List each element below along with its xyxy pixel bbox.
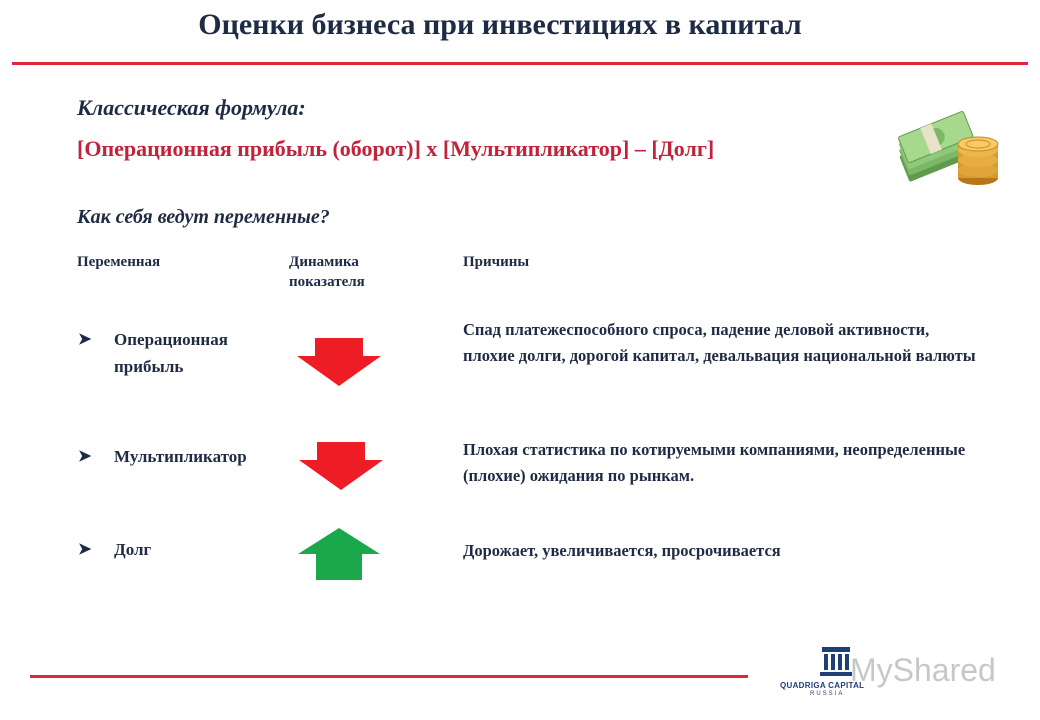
reason-operating-profit: Спад платежеспособного спроса, падение деловой активности, плохие долги, дорогой капитал, девальвация национальной валюты xyxy=(463,320,976,365)
variables-question: Как себя ведут переменные? xyxy=(77,206,330,228)
arrow-bullet-icon: ➤ xyxy=(78,541,92,558)
logo-name: QUADRIGA CAPITAL xyxy=(780,681,865,690)
reason-multiplier: Плохая статистика по котируемыми компаниями, неопределенные (плохие) ожидания по рынкам. xyxy=(463,440,966,485)
arrow-down-icon xyxy=(299,442,383,490)
arrow-bullet-icon: ➤ xyxy=(78,331,92,348)
logo-subtitle: RUSSIA xyxy=(810,691,845,697)
arrow-down-icon xyxy=(297,338,381,386)
variable-item-debt xyxy=(78,536,284,563)
variable-label: Операционная прибыль xyxy=(114,330,228,376)
reason-debt: Дорожает, увеличивается, просрочивается xyxy=(463,541,781,560)
formula-text: [Операционная прибыль (оборот)] x [Мультипликатор] – [Долг] xyxy=(77,136,715,161)
arrow-up-icon xyxy=(298,528,380,580)
title-divider xyxy=(12,62,1028,65)
variable-label: Долг xyxy=(114,540,152,559)
variable-item-operating-profit xyxy=(78,326,284,380)
watermark: MyShared xyxy=(850,652,996,688)
header-variable: Переменная xyxy=(77,254,161,270)
header-reasons: Причины xyxy=(463,254,530,270)
formula-label: Классическая формула: xyxy=(77,95,306,120)
arrow-bullet-icon: ➤ xyxy=(78,448,92,465)
variable-item-multiplier xyxy=(78,443,284,470)
header-dynamics: Динамика показателя xyxy=(289,254,365,290)
page-title: Оценки бизнеса при инвестициях в капитал xyxy=(198,8,802,41)
variable-label: Мультипликатор xyxy=(114,447,247,466)
money-coins-icon xyxy=(890,100,1010,190)
footer-divider xyxy=(30,675,748,678)
